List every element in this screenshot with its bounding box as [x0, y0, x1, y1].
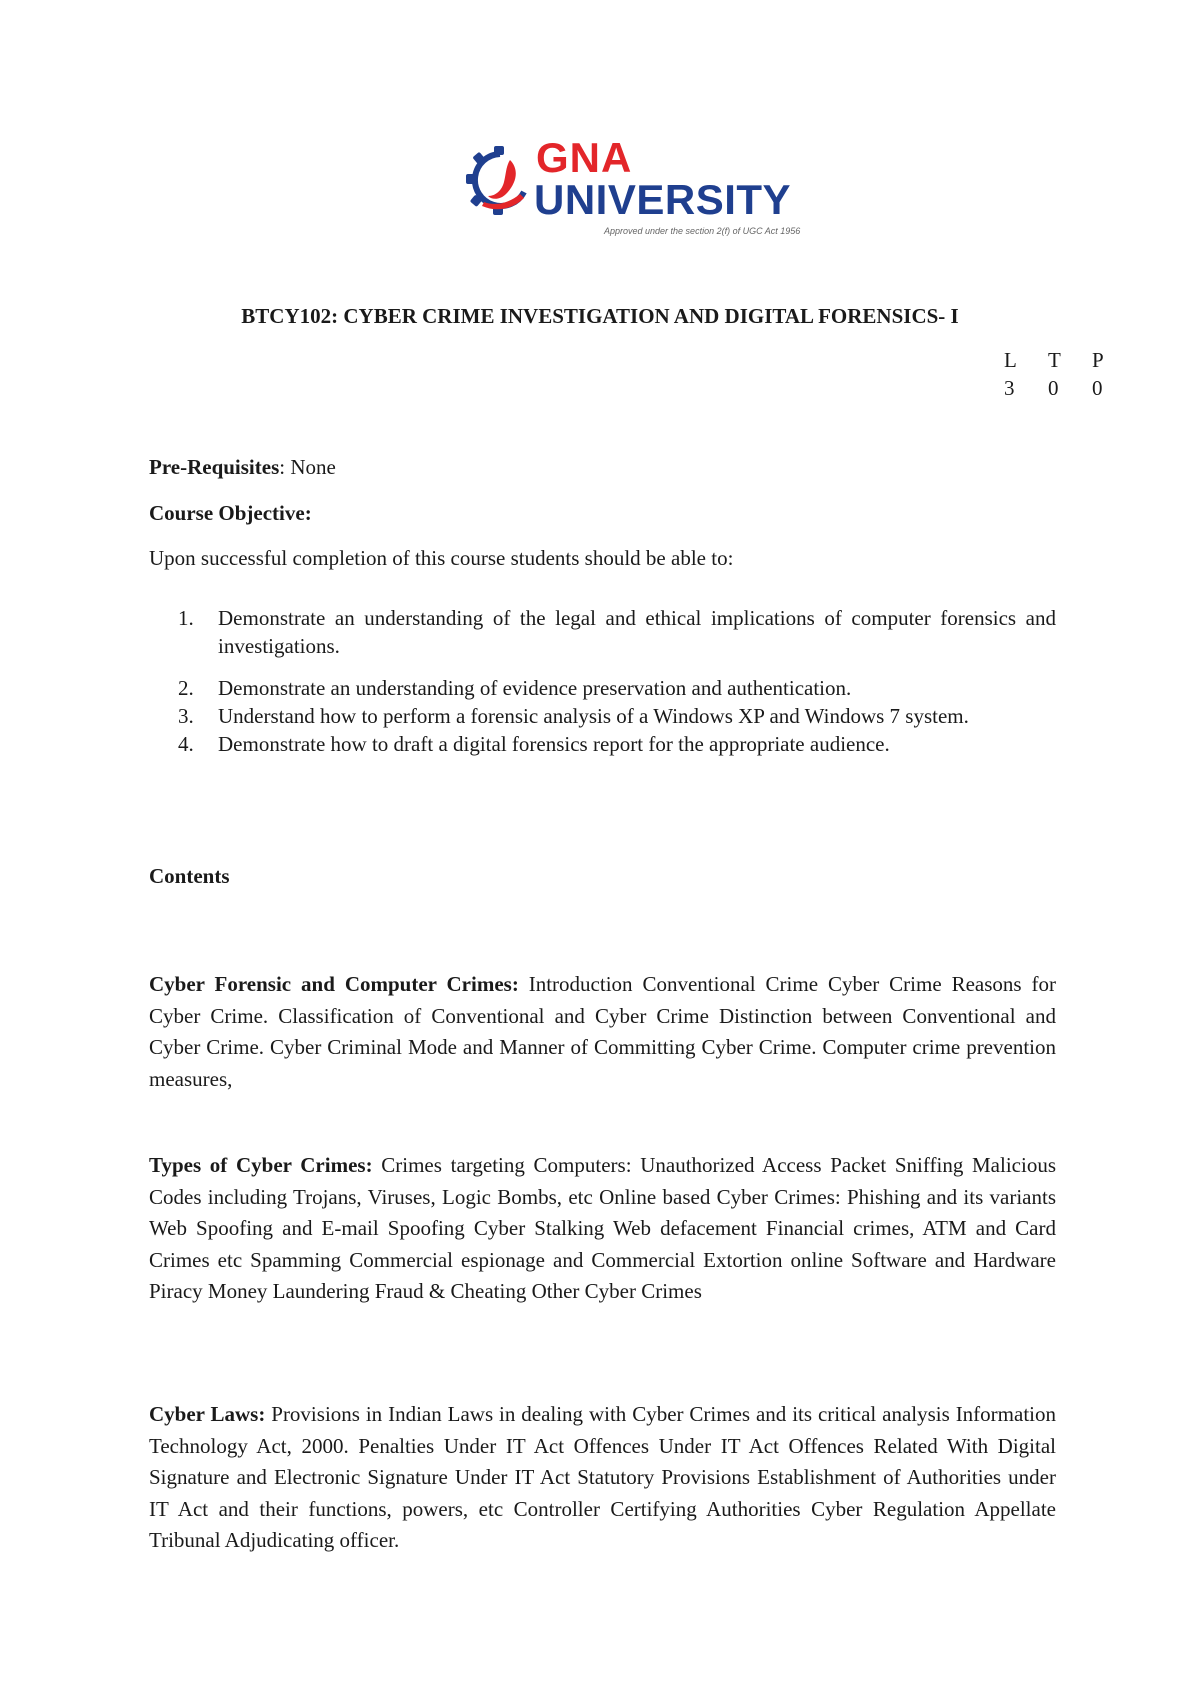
list-item: [178, 674, 1056, 702]
section-cyber-forensic: [149, 969, 1056, 1095]
ltp-header-row: [1004, 348, 1136, 376]
section-title: Cyber Laws:: [149, 1402, 266, 1426]
list-item-number: 2.: [178, 676, 194, 700]
list-item-text: Understand how to perform a forensic analysis of a Windows XP and Windows 7 system.: [218, 704, 969, 728]
gear-hand-icon: [466, 146, 532, 226]
course-title: BTCY102: CYBER CRIME INVESTIGATION AND DIGITAL FORENSICS- I: [241, 304, 959, 328]
ltp-value-p: 0: [1092, 376, 1103, 400]
list-item-number: 1.: [178, 606, 194, 630]
university-logo: [466, 134, 806, 240]
contents-heading: Contents: [149, 864, 230, 888]
ltp-value-row: [1004, 376, 1136, 404]
ltp-value-t: 0: [1048, 376, 1059, 400]
ltp-header-p: P: [1092, 348, 1104, 372]
objective-intro: Upon successful completion of this course students should be able to:: [149, 546, 734, 570]
logo-tagline: Approved under the section 2(f) of UGC Act 1956: [604, 226, 801, 236]
ltp-header-t: T: [1048, 348, 1061, 372]
prerequisites-label: Pre-Requisites: [149, 455, 280, 479]
prerequisites-value: : None: [279, 455, 336, 479]
section-cyber-laws: [149, 1399, 1056, 1557]
list-item-text: Demonstrate an understanding of evidence preservation and authentication.: [218, 676, 852, 700]
prerequisites: [149, 453, 1056, 481]
list-item: [178, 604, 1056, 660]
logo-gna-text: GNA: [536, 134, 633, 181]
section-title: Cyber Forensic and Computer Crimes:: [149, 972, 519, 996]
section-title: Types of Cyber Crimes:: [149, 1153, 373, 1177]
logo-university-text: UNIVERSITY: [534, 176, 792, 223]
list-item-number: 4.: [178, 732, 194, 756]
list-item-number: 3.: [178, 704, 194, 728]
list-item: [178, 702, 1056, 730]
list-item: [178, 730, 1056, 758]
objective-heading: Course Objective:: [149, 501, 312, 525]
ltp-header-l: L: [1004, 348, 1017, 372]
section-body: Provisions in Indian Laws in dealing with Cyber Crimes and its critical analysis Information Technology Act, 2000. Penalties Under IT Act Offences Under IT Act Offences Related With Digital Signature and Electronic Signature Under IT Act Statutory Provisions Establishment of Authorities under IT Act and their functions, powers, etc Controller Certifying Authorities Cyber Regulation Appellate Tribunal Adjudicating officer.: [149, 1402, 1056, 1552]
section-types-of-cyber-crimes: [149, 1150, 1056, 1308]
list-item-text: Demonstrate how to draft a digital forensics report for the appropriate audience.: [218, 732, 890, 756]
objective-list: [178, 604, 1056, 758]
list-item-text: Demonstrate an understanding of the legal and ethical implications of computer forensics and investigations.: [218, 606, 1056, 658]
ltp-table: [1004, 348, 1136, 404]
section-body: Crimes targeting Computers: Unauthorized Access Packet Sniffing Malicious Codes including Trojans, Viruses, Logic Bombs, etc Online based Cyber Crimes: Phishing and its variants Web Spoofing and E-mail Spoofing Cyber Stalking Web defacement Financial crimes, ATM and Card Crimes etc Spamming Commercial espionage and Commercial Extortion online Software and Hardware Piracy Money Laundering Fraud & Cheating Other Cyber Crimes: [149, 1153, 1056, 1303]
ltp-value-l: 3: [1004, 376, 1015, 400]
section-body: Introduction Conventional Crime Cyber Crime Reasons for Cyber Crime. Classification of Conventional and Cyber Crime Distinction between Conventional and Cyber Crime. Cyber Criminal Mode and Manner of Committing Cyber Crime. Computer crime prevention measures,: [149, 972, 1056, 1091]
